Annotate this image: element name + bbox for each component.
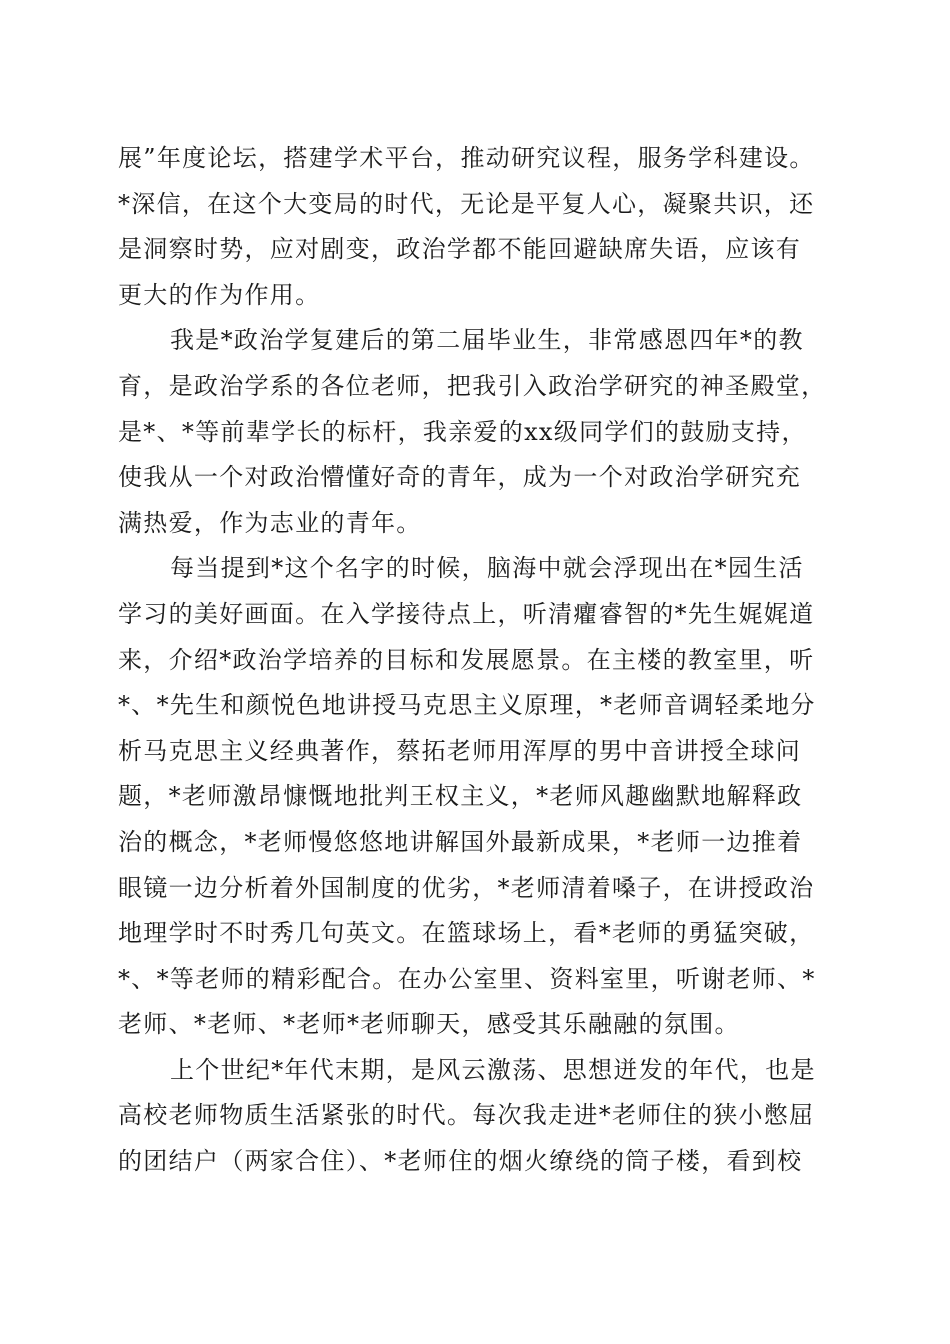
text-line: 是*、*等前辈学长的标杆，我亲爱的xx级同学们的鼓励支持， bbox=[118, 417, 807, 446]
paragraph-2 bbox=[118, 318, 838, 546]
paragraph-4 bbox=[118, 1048, 838, 1185]
text-line: 更大的作为作用。 bbox=[118, 280, 321, 309]
text-line: 高校老师物质生活紧张的时代。每次我走进*老师住的狭小憋屈 bbox=[118, 1101, 815, 1130]
text-line: *、*等老师的精彩配合。在办公室里、资料室里，听谢老师、* bbox=[118, 964, 816, 993]
text-line: 治的概念，*老师慢悠悠地讲解国外最新成果，*老师一边推着 bbox=[118, 827, 803, 856]
text-line: 是洞察时势，应对剧变，政治学都不能回避缺席失语，应该有 bbox=[118, 235, 802, 264]
text-line: *深信，在这个大变局的时代，无论是平复人心，凝聚共识，还 bbox=[118, 189, 815, 218]
text-line: 眼镜一边分析着外国制度的优劣，*老师清着嗓子，在讲授政治 bbox=[118, 873, 815, 902]
text-line: 满热爱，作为志业的青年。 bbox=[118, 508, 422, 537]
text-line: 析马克思主义经典著作，蔡拓老师用浑厚的男中音讲授全球问 bbox=[118, 736, 802, 765]
text-line: 学习的美好画面。在入学接待点上，听清癯睿智的*先生娓娓道 bbox=[118, 599, 815, 628]
text-line: 每当提到*这个名字的时候，脑海中就会浮现出在*园生活 bbox=[170, 554, 804, 583]
text-line: 使我从一个对政治懵懂好奇的青年，成为一个对政治学研究充 bbox=[118, 463, 802, 492]
body-text bbox=[118, 136, 838, 1185]
text-line: 题，*老师激昂慷慨地批判王权主义，*老师风趣幽默地解释政 bbox=[118, 782, 803, 811]
text-line: 的团结户（两家合住）、*老师住的烟火缭绕的筒子楼，看到校 bbox=[118, 1147, 803, 1176]
text-line: 育，是政治学系的各位老师，把我引入政治学研究的神圣殿堂， bbox=[118, 371, 827, 400]
text-line: 地理学时不时秀几句英文。在篮球场上，看*老师的勇猛突破， bbox=[118, 919, 815, 948]
paragraph-3 bbox=[118, 546, 838, 1048]
text-line: *、*先生和颜悦色地讲授马克思主义原理，*老师音调轻柔地分 bbox=[118, 691, 816, 720]
text-line: 上个世纪*年代末期，是风云激荡、思想迸发的年代，也是 bbox=[170, 1055, 816, 1084]
text-line: 老师、*老师、*老师*老师聊天，感受其乐融融的氛围。 bbox=[118, 1010, 740, 1039]
text-line: 来，介绍*政治学培养的目标和发展愿景。在主楼的教室里，听 bbox=[118, 645, 815, 674]
paragraph-1 bbox=[118, 136, 838, 318]
text-line: 展”年度论坛，搭建学术平台，推动研究议程，服务学科建设。 bbox=[118, 144, 815, 172]
text-line: 我是*政治学复建后的第二届毕业生，非常感恩四年*的教 bbox=[170, 326, 804, 355]
